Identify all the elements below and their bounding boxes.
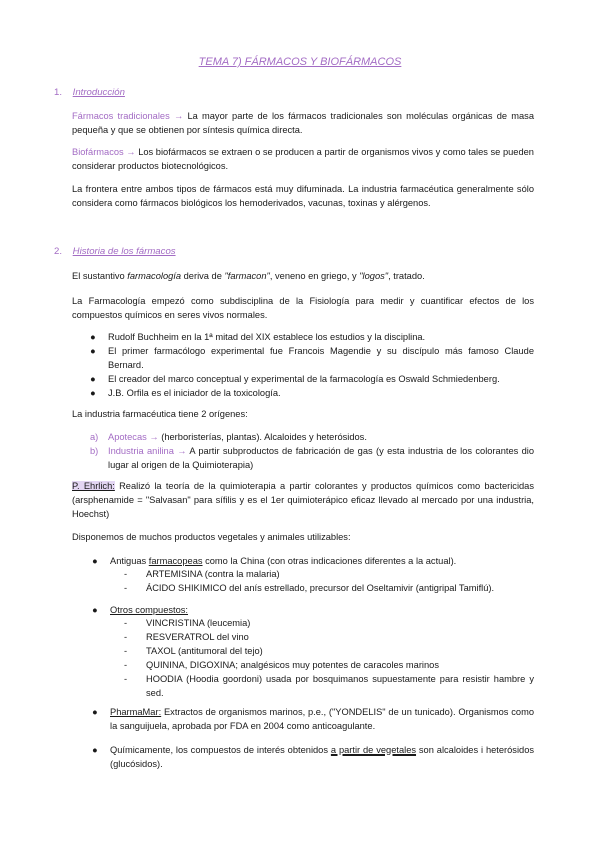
underlined-term: PharmaMar:	[110, 707, 162, 717]
products-bullet-3	[92, 705, 534, 733]
highlighted-name-ehrlich: P. Ehrlich:	[72, 481, 115, 491]
text-run: , tratado.	[388, 271, 425, 281]
document-title: TEMA 7) FÁRMACOS Y BIOFÁRMACOS	[198, 56, 402, 68]
list-item-text: J.B. Orfila es el iniciador de la toxicología.	[108, 388, 281, 398]
products-sublist-2	[124, 616, 534, 700]
dash-marker: -	[124, 618, 128, 628]
text-run: El sustantivo	[72, 271, 128, 281]
text-run-italic: farmacología	[127, 271, 182, 281]
bullet-marker: ●	[90, 374, 96, 384]
products-bullet-1	[92, 554, 534, 568]
section-heading-introduccion	[54, 87, 125, 98]
text-run: Antiguas	[110, 556, 149, 566]
list-item	[90, 372, 534, 386]
list-item	[90, 330, 534, 344]
bullet-marker: ●	[90, 388, 96, 398]
sublist-item	[124, 658, 534, 672]
dash-marker: -	[124, 632, 128, 642]
dash-marker: -	[124, 646, 128, 656]
sublist-text: VINCRISTINA (leucemia)	[146, 618, 251, 628]
text-run-italic: "logos"	[359, 271, 389, 281]
paragraph-etymology	[72, 269, 534, 283]
list-item-text: Rudolf Buchheim en la 1ª mitad del XIX establece los estudios y la disciplina.	[108, 332, 426, 342]
list-marker: b)	[90, 446, 99, 456]
text-run: como la China (con otras indicaciones diferentes a la actual).	[202, 556, 457, 566]
list-item-text: El primer farmacólogo experimental fue Francois Magendie y su discípulo más famoso Claude Bernard.	[108, 346, 534, 370]
sublist-text: QUININA, DIGOXINA; analgésicos muy potentes de caracoles marinos	[146, 660, 439, 670]
term-biofarmacos: Biofármacos →	[72, 147, 136, 157]
term-farmacos-tradicionales: Fármacos tradicionales →	[72, 111, 184, 121]
paragraph-frontera: La frontera entre ambos tipos de fármacos está muy difuminada. La industria farmacéutica generalmente sólo considera como fármacos biológicos los hemoderivados, vacunas, toxinas y alérgenos.	[72, 184, 534, 208]
paragraph-productos-intro: Disponemos de muchos productos vegetales y animales utilizables:	[72, 532, 351, 542]
list-item	[92, 743, 534, 771]
section-title: Historia de los fármacos	[72, 246, 176, 257]
section-title: Introducción	[72, 87, 125, 98]
list-item-text: (herboristerías, plantas). Alcaloides y heterósidos.	[158, 432, 367, 442]
list-item-text: A partir subproductos de fabricación de gas (y esta industria de los colorantes dio lugar al origen de la Quimioterapia)	[108, 446, 535, 470]
sublist-item	[124, 567, 534, 581]
list-item	[90, 444, 534, 472]
list-item	[92, 554, 534, 568]
list-item-text: El creador del marco conceptual y experimental de la farmacología es Oswald Schmiedenberg.	[108, 374, 500, 384]
products-bullet-2	[92, 603, 534, 617]
list-item	[90, 344, 534, 372]
products-sublist-1	[124, 567, 534, 595]
section-heading-historia	[54, 246, 176, 257]
dash-marker: -	[124, 660, 128, 670]
section-number: 1.	[54, 87, 63, 98]
bullet-marker: ●	[90, 332, 96, 342]
bullet-marker: ●	[90, 346, 96, 356]
dash-marker: -	[124, 569, 128, 579]
bullet-marker: ●	[92, 707, 98, 717]
sublist-text: HOODIA (Hoodia goordoni) usada por bosquimanos supuestamente para resistir hambre y sed.	[146, 674, 534, 698]
underlined-term: farmacopeas	[148, 556, 203, 566]
underlined-term: Otros compuestos:	[110, 605, 189, 615]
bullet-marker: ●	[92, 745, 98, 755]
sublist-item	[124, 630, 534, 644]
text-run: , veneno en griego, y	[269, 271, 360, 281]
dash-marker: -	[124, 674, 128, 684]
paragraph-farmacologia: La Farmacología empezó como subdisciplina de la Fisiología para medir y cuantificar efectos de los compuestos químicos en seres vivos normales.	[72, 296, 534, 320]
text-run: deriva de	[181, 271, 225, 281]
sublist-text: RESVERATROL del vino	[146, 632, 249, 642]
sublist-item	[124, 616, 534, 630]
list-item	[92, 603, 534, 617]
text-run: Químicamente, los compuestos de interés obtenidos	[110, 745, 331, 755]
text-run-italic: "farmacon"	[224, 271, 270, 281]
paragraph-farmacos-tradicionales	[72, 109, 534, 137]
paragraph-ehrlich	[72, 479, 534, 521]
list-item	[90, 386, 534, 400]
dash-marker: -	[124, 583, 128, 593]
list-item	[90, 430, 534, 444]
term-apotecas: Apotecas →	[108, 432, 159, 442]
text-run: Extractos de organismos marinos, p.e., ("YONDELIS" de un tunicado). Organismos como la sanguijuela, aprobada por FDA en 2004 como anticoagulante.	[110, 707, 534, 731]
sublist-item	[124, 644, 534, 658]
sublist-text: ÁCIDO SHIKIMICO del anís estrellado, precursor del Oseltamivir (antigripal Tamiflú).	[146, 583, 495, 593]
term-industria-anilina: Industria anilina →	[108, 446, 187, 456]
text-run: son alcaloides i heterósidos (glucósidos).	[110, 745, 535, 769]
underlined-term: a partir de vegetales	[330, 745, 417, 755]
bullet-marker: ●	[92, 605, 98, 615]
paragraph-text: Los biofármacos se extraen o se producen a partir de organismos vivos y como tales se pueden considerar productos biotecnológicos.	[72, 147, 534, 171]
origins-list	[90, 430, 534, 472]
section-number: 2.	[54, 246, 63, 257]
paragraph-text: Realizó la teoría de la quimioterapia a partir colorantes y productos químicos como bactericidas (arsphenamide = "Salvasan" para sífilis y es el 1er quimioterápico eficaz llevado al mercado por una industria, Hoechst)	[72, 481, 534, 519]
sublist-item	[124, 672, 534, 700]
sublist-text: ARTEMISINA (contra la malaria)	[146, 569, 280, 579]
history-bullet-list	[90, 330, 534, 400]
bullet-marker: ●	[92, 556, 98, 566]
list-marker: a)	[90, 432, 99, 442]
products-bullet-4	[92, 743, 534, 771]
sublist-item	[124, 581, 534, 595]
sublist-text: TAXOL (antitumoral del tejo)	[146, 646, 263, 656]
paragraph-biofarmacos	[72, 145, 534, 173]
list-item	[92, 705, 534, 733]
paragraph-origenes-intro: La industria farmacéutica tiene 2 orígenes:	[72, 409, 248, 419]
paragraph-text: La mayor parte de los fármacos tradicionales son moléculas orgánicas de masa pequeña y que se obtienen por síntesis química directa.	[72, 111, 534, 135]
